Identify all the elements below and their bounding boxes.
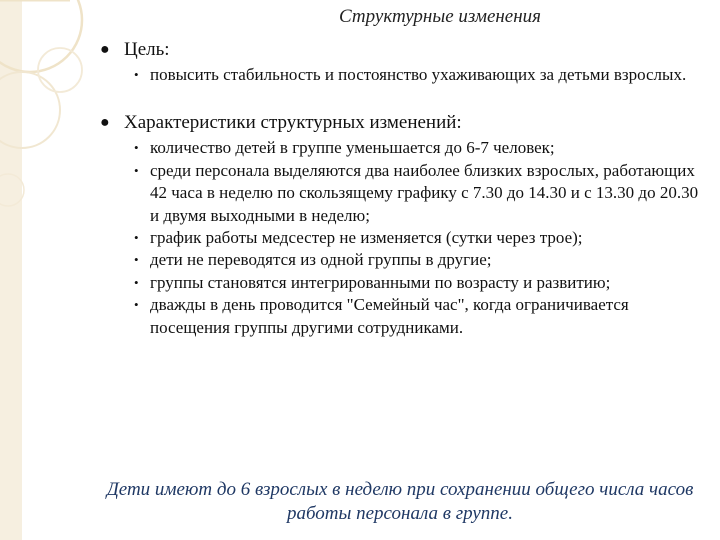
goal-heading bbox=[98, 38, 708, 61]
characteristic-text: количество детей в группе уменьшается до 6-7 человек; bbox=[150, 138, 555, 158]
list-item bbox=[98, 64, 708, 86]
characteristic-text: дважды в день проводится "Семейный час", когда ограничивается посещения группы другими сотрудниками. bbox=[150, 295, 629, 337]
deco-circle-large bbox=[0, 0, 82, 72]
goal-item-text: повысить стабильность и постоянство ухаживающих за детьми взрослых. bbox=[150, 65, 687, 84]
characteristics-heading bbox=[98, 111, 708, 134]
level1-bullet-icon: ● bbox=[100, 41, 110, 58]
list-item bbox=[98, 160, 708, 227]
characteristic-text: дети не переводятся из одной группы в другие; bbox=[150, 250, 492, 270]
slide-content bbox=[98, 38, 708, 339]
level2-bullet-icon: • bbox=[134, 67, 139, 82]
characteristic-text: график работы медсестер не изменяется (сутки через трое); bbox=[150, 228, 583, 248]
deco-circle-small bbox=[38, 48, 82, 92]
level2-bullet-icon: • bbox=[134, 297, 139, 313]
deco-circle-medium bbox=[0, 72, 60, 148]
list-item bbox=[98, 294, 708, 339]
level2-bullet-icon: • bbox=[134, 230, 139, 246]
list-item bbox=[98, 249, 708, 271]
goal-list bbox=[98, 64, 708, 86]
characteristic-text: среди персонала выделяются два наиболее близких взрослых, работающих 42 часа в неделю по скользящему графику с 7.30 до 14.30 и с 13.30 до 20.30 и двумя выходными в неделю; bbox=[150, 160, 699, 225]
characteristics-section bbox=[98, 111, 708, 339]
list-item bbox=[98, 137, 708, 159]
slide-title: Структурные изменения bbox=[338, 6, 541, 27]
level2-bullet-icon: • bbox=[134, 162, 139, 178]
goal-label: Цель: bbox=[124, 39, 170, 60]
characteristics-label: Характеристики структурных изменений: bbox=[124, 112, 462, 134]
list-item bbox=[98, 272, 708, 294]
level2-bullet-icon: • bbox=[134, 140, 139, 156]
level1-bullet-icon: ● bbox=[100, 114, 110, 132]
deco-stripe bbox=[0, 0, 22, 540]
conclusion-text: Дети имеют до 6 взрослых в неделю при сохранении общего числа часов работы персонала в группе. bbox=[106, 479, 694, 524]
characteristics-list bbox=[98, 137, 708, 339]
level2-bullet-icon: • bbox=[134, 274, 139, 290]
section-spacer bbox=[98, 86, 708, 111]
characteristic-text: группы становятся интегрированными по возрасту и развитию; bbox=[150, 272, 611, 292]
goal-section bbox=[98, 38, 708, 86]
deco-circle-tiny bbox=[0, 174, 24, 206]
level2-bullet-icon: • bbox=[134, 252, 139, 268]
list-item bbox=[98, 227, 708, 249]
